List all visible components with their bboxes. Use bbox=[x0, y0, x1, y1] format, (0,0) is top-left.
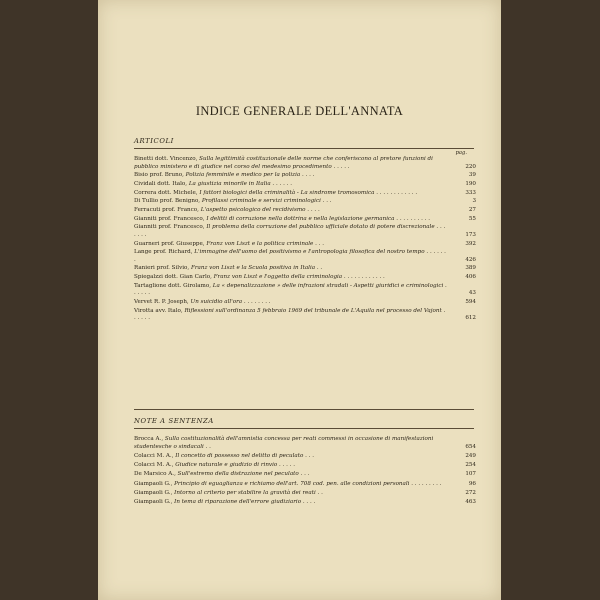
index-entry bbox=[134, 299, 476, 307]
entry-author: Cividali dott. Italo, bbox=[134, 180, 188, 187]
entry-page-number: 43 bbox=[468, 290, 476, 297]
entry-title: Il concetto di possesso nel delitto di peculato . . . bbox=[175, 452, 315, 459]
entry-page-number: 249 bbox=[465, 452, 476, 459]
page-column-label: pag. bbox=[455, 150, 467, 156]
index-entry bbox=[134, 156, 476, 171]
page-title: INDICE GENERALE DELL'ANNATA bbox=[195, 104, 404, 118]
index-entry bbox=[134, 216, 476, 224]
index-entry bbox=[134, 308, 476, 323]
index-entry bbox=[134, 249, 476, 264]
entry-page-number: 27 bbox=[468, 206, 476, 213]
entry-title: Sulla legittimità costituzionale delle norme che conferiscono al pretore funzioni di pubblico ministero e di giudice nel corso del medesimo procedimento . . . . . bbox=[134, 156, 433, 170]
entry-author: Bisio prof. Bruno, bbox=[134, 172, 184, 179]
entry-author: Gianniti prof. Francesco, bbox=[134, 215, 205, 222]
entry-title: La « depenalizzazione » delle infrazioni stradali - Aspetti giuridici e criminologici . . . . . . bbox=[134, 282, 447, 297]
section-heading-note-a-sentenza: NOTE A SENTENZA bbox=[134, 417, 214, 425]
entry-page-number: 654 bbox=[465, 443, 476, 450]
index-entry bbox=[134, 481, 476, 489]
note-list bbox=[134, 436, 476, 509]
entry-title: I fattori biologici della criminalità - La sindrome tromosomica . . . . . . . . . . . . bbox=[199, 189, 418, 196]
entry-title: Riflessioni sull'ordinanza 5 febbraio 1969 del tribunale de L'Aquila nel processo del Vajont . . . . . . bbox=[134, 307, 446, 322]
entry-title: Franz von Liszt e la politica criminale . . . bbox=[206, 240, 325, 247]
entry-author: Virotta avv. Italo, bbox=[134, 307, 183, 314]
index-entry bbox=[134, 265, 476, 273]
entry-title: Intorno al criterio per stabilire la gravità dei reati . . bbox=[174, 489, 323, 496]
entry-author: Giampaoli G., bbox=[134, 499, 173, 506]
entry-author: Ferracuti prof. Franco, bbox=[134, 206, 199, 213]
entry-title: Giudice naturale e giudizio di rinvio . . . . . bbox=[175, 462, 296, 469]
entry-author: Gianniti prof. Francesco, bbox=[134, 224, 205, 231]
entry-author: Lange prof. Richard, bbox=[134, 249, 193, 256]
divider bbox=[134, 409, 474, 410]
index-entry bbox=[134, 471, 476, 479]
articoli-list bbox=[134, 156, 476, 324]
entry-author: Spiegalzzi dott. Gian Carlo, bbox=[134, 274, 212, 281]
entry-title: La giustizia minorile in Italia . . . . . . bbox=[188, 180, 292, 187]
index-entry bbox=[134, 499, 476, 507]
index-entry bbox=[134, 198, 476, 206]
entry-title: Il problema della corruzione del pubblico ufficiale dotato di potere discrezionale . . . . . . . bbox=[134, 224, 446, 238]
index-entry bbox=[134, 274, 476, 282]
entry-title: Franz von Liszt e la Scuola positiva in Italia . . bbox=[190, 265, 323, 272]
divider bbox=[134, 428, 474, 429]
entry-author: Tartaglione dott. Girolamo, bbox=[134, 282, 211, 289]
entry-page-number: 190 bbox=[465, 180, 476, 187]
entry-author: Vervet R. P. Joseph, bbox=[134, 298, 189, 305]
entry-title: Franz von Liszt e l'oggetto della criminologia . . . . . . . . . . . . bbox=[213, 274, 385, 281]
entry-author: Giampaoli G., bbox=[134, 480, 173, 487]
entry-author: De Marsico A., bbox=[134, 471, 176, 478]
entry-page-number: 272 bbox=[465, 489, 476, 496]
entry-page-number: 254 bbox=[465, 462, 476, 469]
index-entry bbox=[134, 453, 476, 461]
index-entry bbox=[134, 181, 476, 189]
entry-page-number: 55 bbox=[468, 215, 476, 222]
entry-page-number: 463 bbox=[465, 499, 476, 506]
index-entry bbox=[134, 190, 476, 198]
entry-title: Sull'estremo della distrazione nel peculato . . . bbox=[177, 471, 310, 478]
index-entry bbox=[134, 241, 476, 249]
index-entry bbox=[134, 207, 476, 215]
entry-author: Brocca A., bbox=[134, 436, 164, 442]
entry-page-number: 107 bbox=[465, 471, 476, 478]
entry-author: Correra dott. Michele, bbox=[134, 189, 198, 196]
entry-title: Polizia femminile e medico per la polizia . . . . bbox=[185, 172, 315, 179]
entry-title: L'immagine dell'uomo del positivismo e l'antropologia filosofica del nostro tempo . . . . . . . bbox=[134, 249, 446, 263]
index-entry bbox=[134, 224, 476, 239]
entry-page-number: 39 bbox=[468, 172, 476, 179]
entry-author: Colacci M. A., bbox=[134, 452, 174, 459]
entry-page-number: 333 bbox=[465, 189, 476, 196]
entry-page-number: 392 bbox=[465, 240, 476, 247]
entry-author: Guarneri prof. Giuseppe, bbox=[134, 240, 205, 247]
entry-title: Un suicidio all'ora . . . . . . . . bbox=[190, 298, 271, 305]
entry-page-number: 173 bbox=[465, 231, 476, 238]
entry-page-number: 220 bbox=[465, 163, 476, 170]
entry-title: L'aspetto psicologico del recidivismo . . . . bbox=[200, 206, 320, 213]
entry-author: Colacci M. A., bbox=[134, 462, 174, 469]
entry-page-number: 96 bbox=[468, 480, 476, 487]
index-entry bbox=[134, 283, 476, 298]
index-entry bbox=[134, 436, 476, 451]
index-entry bbox=[134, 490, 476, 498]
entry-title: Sulla costituzionalità dell'amnistia concessa per reati commessi in occasione di manifestazioni studentesche o sindacali . . bbox=[134, 436, 434, 450]
document-page bbox=[98, 0, 501, 600]
entry-page-number: 3 bbox=[472, 198, 476, 205]
entry-page-number: 389 bbox=[465, 265, 476, 272]
entry-title: Principio di eguaglianza e richiamo dell'art. 708 cod. pen. alle condizioni personali . . . . . . . . . bbox=[174, 480, 442, 487]
entry-author: Ranieri prof. Silvio, bbox=[134, 265, 190, 272]
entry-page-number: 612 bbox=[465, 315, 476, 322]
entry-title: Profilassi criminale e servizi criminologici . . . bbox=[201, 198, 332, 205]
index-entry bbox=[134, 462, 476, 470]
entry-page-number: 406 bbox=[465, 274, 476, 281]
index-entry bbox=[134, 172, 476, 180]
entry-author: Binetti dott. Vincenzo, bbox=[134, 156, 198, 162]
entry-title: In tema di riparazione dell'errore giudiziario . . . . bbox=[174, 499, 316, 506]
section-heading-articoli: ARTICOLI bbox=[134, 137, 174, 145]
divider bbox=[134, 148, 474, 149]
entry-page-number: 426 bbox=[465, 256, 476, 263]
entry-page-number: 594 bbox=[465, 298, 476, 305]
entry-author: Giampaoli G., bbox=[134, 489, 173, 496]
entry-author: Di Tullio prof. Benigno, bbox=[134, 198, 201, 205]
entry-title: I delitti di corruzione nella dottrina e nella legislazione germanica . . . . . . . . . . bbox=[206, 215, 431, 222]
